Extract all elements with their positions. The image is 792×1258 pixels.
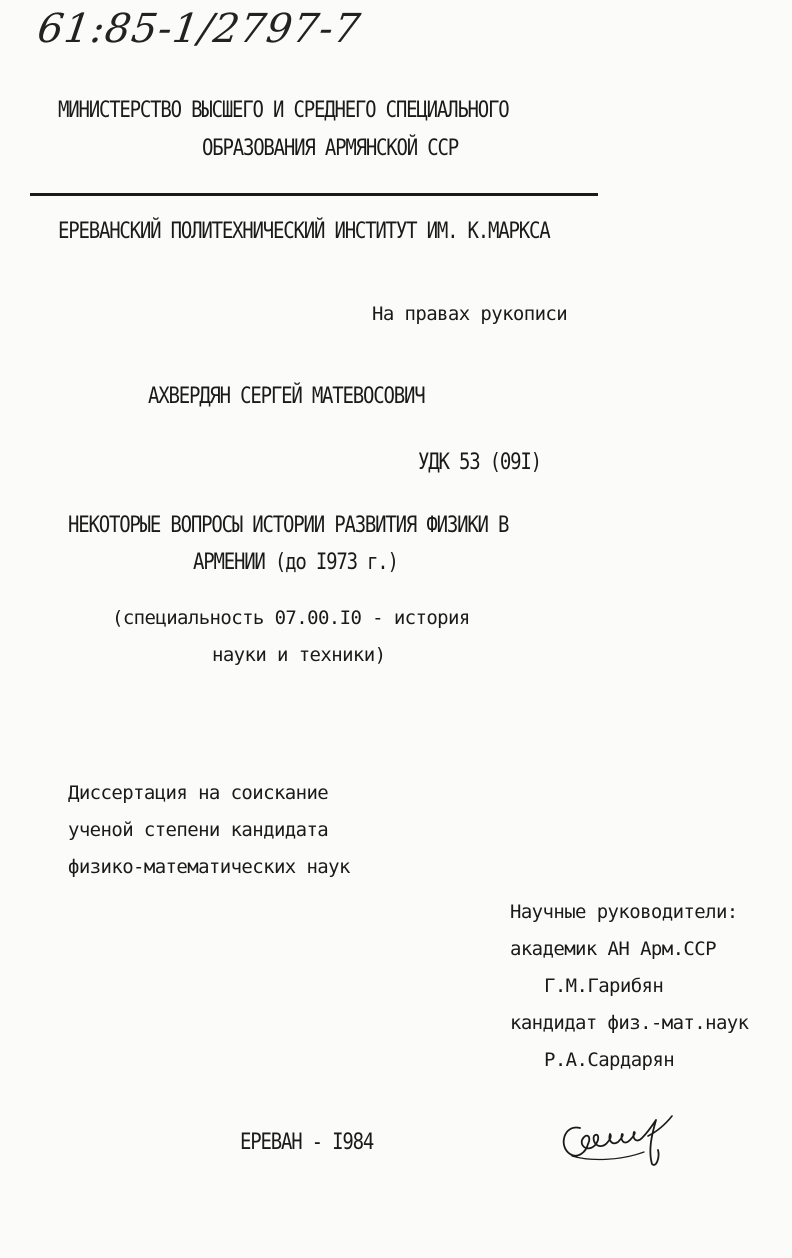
ministry-line-2: ОБРАЗОВАНИЯ АРМЯНСКОЙ ССР	[202, 135, 458, 161]
horizontal-divider	[30, 193, 598, 196]
thesis-title-line-2: АРМЕНИИ (до I973 г.)	[193, 549, 398, 575]
thesis-title-line-1: НЕКОТОРЫЕ ВОПРОСЫ ИСТОРИИ РАЗВИТИЯ ФИЗИКИ В	[68, 512, 509, 538]
supervisor-1-title: академик АН Арм.ССР	[510, 938, 716, 960]
ministry-line-1: МИНИСТЕРСТВО ВЫСШЕГО И СРЕДНЕГО СПЕЦИАЛЬНОГО	[58, 97, 509, 123]
dissertation-line-2: ученой степени кандидата	[68, 819, 329, 841]
city-and-year: ЕРЕВАН - I984	[240, 1129, 374, 1155]
supervisors-heading: Научные руководители:	[510, 901, 738, 923]
specialty-line-1: (специальность 07.00.I0 - история	[112, 607, 470, 629]
archive-number-handwritten: 61:85-1/2797-7	[34, 6, 364, 52]
handwritten-signature	[552, 1106, 692, 1176]
dissertation-line-3: физико-математических наук	[68, 856, 350, 878]
author-name: АХВЕРДЯН СЕРГЕЙ МАТЕВОСОВИЧ	[148, 383, 425, 409]
supervisor-2-name: Р.А.Сардарян	[544, 1049, 675, 1071]
manuscript-rights: На правах рукописи	[372, 303, 568, 325]
supervisor-1-name: Г.М.Гарибян	[544, 975, 664, 997]
udk-code: УДК 53 (09I)	[418, 449, 541, 475]
supervisor-2-title: кандидат физ.-мат.наук	[510, 1012, 749, 1034]
institute-name: ЕРЕВАНСКИЙ ПОЛИТЕХНИЧЕСКИЙ ИНСТИТУТ ИМ. К.МАРКСА	[58, 218, 550, 244]
specialty-line-2: науки и техники)	[212, 644, 386, 666]
dissertation-line-1: Диссертация на соискание	[68, 782, 329, 804]
